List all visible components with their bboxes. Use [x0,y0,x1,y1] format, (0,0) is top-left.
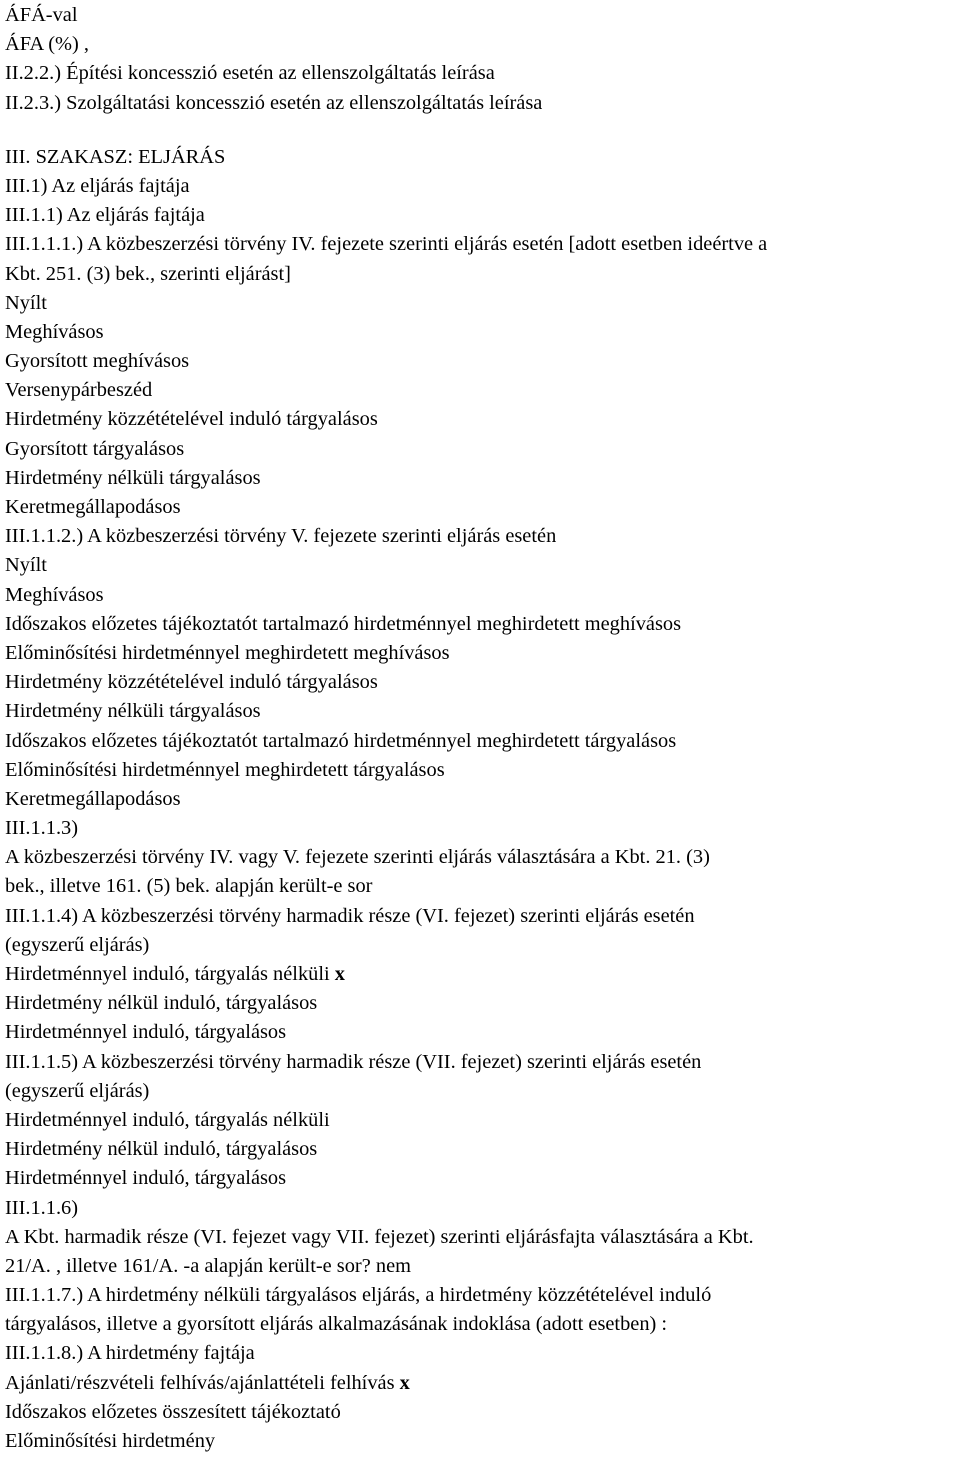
text-line: (egyszerű eljárás) [5,1079,150,1102]
document-page [5,1,955,1456]
selected-mark: x [399,1371,410,1394]
text-line: Keretmegállapodásos [5,496,181,518]
option-label: Ajánlati/részvételi felhívás/ajánlattételi felhívás [5,1371,395,1394]
text-line: Időszakos előzetes tájékoztatót tartalmazó hirdetménnyel meghirdetett meghívásos [5,612,682,635]
text-line: bek., illetve 161. (5) bek. alapján került-e sor [5,875,373,898]
paragraph-gap [5,118,955,143]
text-line: III.1.1.1.) A közbeszerzési törvény IV. fejezete szerinti eljárás esetén [adott esetben ideértve a [5,233,768,256]
text-line: ÁFA (%) , [5,33,90,56]
text-line-with-mark [5,1369,955,1398]
text-line: III.1.1.2.) A közbeszerzési törvény V. fejezete szerinti eljárás esetén [5,525,557,548]
text-line: III.1.1) Az eljárás fajtája [5,204,205,227]
text-line-with-mark [5,960,955,989]
text-line: Meghívásos [5,583,104,606]
text-line: Hirdetménnyel induló, tárgyalásos [5,1021,287,1044]
text-line: III.1.1.3) [5,817,79,840]
text-line: Előminősítési hirdetmény [5,1430,216,1452]
text-line: III.1.1.7.) A hirdetmény nélküli tárgyalásos eljárás, a hirdetmény közzétételével induló [5,1284,712,1307]
text-line: Nyílt [5,291,47,314]
text-line: Hirdetménnyel induló, tárgyalás nélküli [5,1108,330,1131]
text-line: III.1.1.8.) A hirdetmény fajtája [5,1342,255,1365]
text-line: Előminősítési hirdetménnyel meghirdetett tárgyalásos [5,758,445,781]
text-line: Időszakos előzetes összesített tájékoztató [5,1400,341,1423]
text-line: Gyorsított meghívásos [5,350,190,373]
text-line: Meghívásos [5,320,104,343]
text-line: II.2.3.) Szolgáltatási koncesszió esetén az ellenszolgáltatás leírása [5,91,543,114]
text-line: Hirdetmény közzétételével induló tárgyalásos [5,408,378,431]
text-line: Előminősítési hirdetménnyel meghirdetett meghívásos [5,641,450,664]
text-line: III.1) Az eljárás fajtája [5,174,190,197]
text-line: A Kbt. harmadik része (VI. fejezet vagy VII. fejezet) szerinti eljárásfajta választására a Kbt. [5,1225,754,1248]
text-line: Hirdetmény nélküli tárgyalásos [5,466,261,489]
text-line: Versenypárbeszéd [5,379,153,402]
text-line: ÁFÁ-val [5,4,78,26]
selected-mark: x [334,963,345,985]
text-line: Hirdetmény közzétételével induló tárgyalásos [5,671,378,694]
text-line: Hirdetmény nélküli tárgyalásos [5,700,261,723]
section-heading: III. SZAKASZ: ELJÁRÁS [5,145,226,168]
text-line: Kbt. 251. (3) bek., szerinti eljárást] [5,262,291,285]
text-line: III.1.1.5) A közbeszerzési törvény harmadik része (VII. fejezet) szerinti eljárás esetén [5,1050,702,1073]
text-line: (egyszerű eljárás) [5,933,150,956]
text-line: 21/A. , illetve 161/A. -a alapján került-e sor? nem [5,1254,411,1277]
text-line: Hirdetménnyel induló, tárgyalásos [5,1167,287,1190]
text-line: Hirdetmény nélkül induló, tárgyalásos [5,1138,318,1161]
text-line: Időszakos előzetes tájékoztatót tartalmazó hirdetménnyel meghirdetett tárgyalásos [5,729,677,752]
text-line: Hirdetmény nélkül induló, tárgyalásos [5,992,318,1015]
text-line: III.1.1.4) A közbeszerzési törvény harmadik része (VI. fejezet) szerinti eljárás esetén [5,904,695,927]
text-line: Gyorsított tárgyalásos [5,437,185,460]
text-line: Keretmegállapodásos [5,787,181,810]
text-line: III.1.1.6) [5,1196,79,1219]
text-line: A közbeszerzési törvény IV. vagy V. fejezete szerinti eljárás választására a Kbt. 21. (3) [5,846,710,869]
text-line: tárgyalásos, illetve a gyorsított eljárás alkalmazásának indoklása (adott esetben) : [5,1313,668,1336]
text-line: II.2.2.) Építési koncesszió esetén az ellenszolgáltatás leírása [5,62,495,85]
option-label: Hirdetménnyel induló, tárgyalás nélküli [5,963,330,985]
text-line: Nyílt [5,554,47,577]
